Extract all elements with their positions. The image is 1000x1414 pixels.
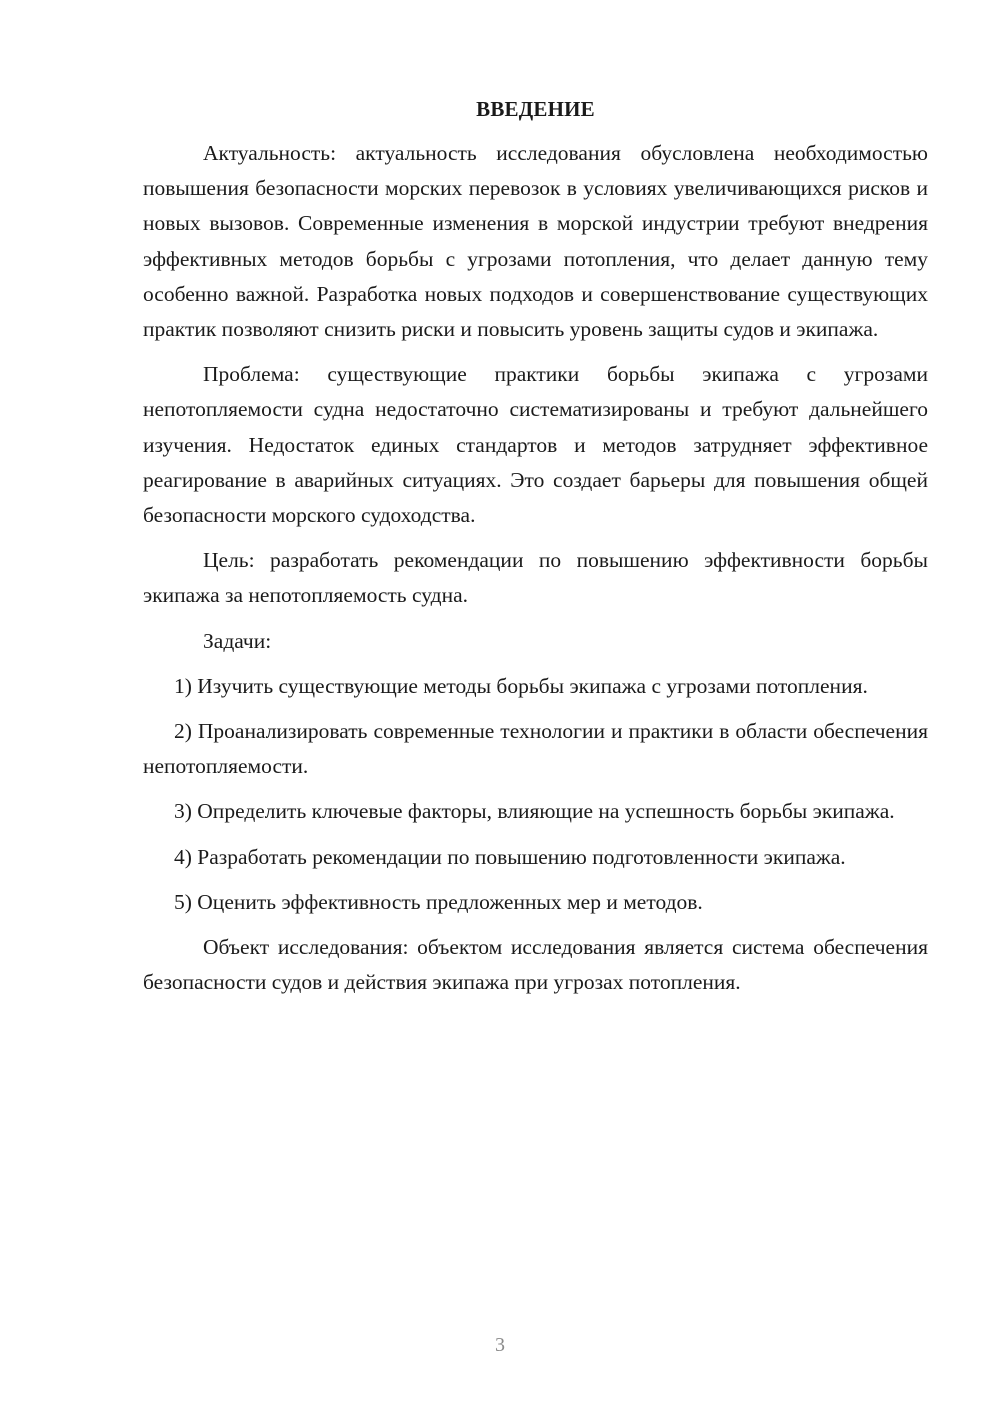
paragraph-goal: Цель: разработать рекомендации по повышению эффективности борьбы экипажа за непотопляемость судна.	[143, 548, 928, 608]
task-item-1: 1) Изучить существующие методы борьбы экипажа с угрозами потопления.	[174, 673, 868, 698]
task-item-4: 4) Разработать рекомендации по повышению подготовленности экипажа.	[174, 844, 846, 869]
page-content	[143, 94, 928, 1010]
task-item-2: 2) Проанализировать современные технологии и практики в области обеспечения непотопляемости.	[143, 719, 928, 779]
task-item-5: 5) Оценить эффективность предложенных мер и методов.	[174, 889, 703, 914]
tasks-label: Задачи:	[203, 628, 272, 653]
paragraph-problem: Проблема: существующие практики борьбы экипажа с угрозами непотопляемости судна недостаточно систематизированы и требуют дальнейшего изучения. Недостаток единых стандартов и методов затрудняет эффективное реагирование в аварийных ситуациях. Это создает барьеры для повышения общей безопасности морского судоходства.	[143, 362, 928, 528]
paragraph-object: Объект исследования: объектом исследования является система обеспечения безопасности судов и действия экипажа при угрозах потопления.	[143, 935, 928, 995]
task-item-3: 3) Определить ключевые факторы, влияющие на успешность борьбы экипажа.	[174, 799, 895, 824]
paragraph-relevance: Актуальность: актуальность исследования обусловлена необходимостью повышения безопасности морских перевозок в условиях увеличивающихся рисков и новых вызовов. Современные изменения в морской индустрии требуют внедрения эффективных методов борьбы с угрозами потопления, что делает данную тему особенно важной. Разработка новых подходов и совершенствование существующих практик позволяют снизить риски и повысить уровень защиты судов и экипажа.	[143, 141, 928, 342]
page-number: 3	[495, 1334, 505, 1356]
section-heading: ВВЕДЕНИЕ	[476, 97, 595, 121]
